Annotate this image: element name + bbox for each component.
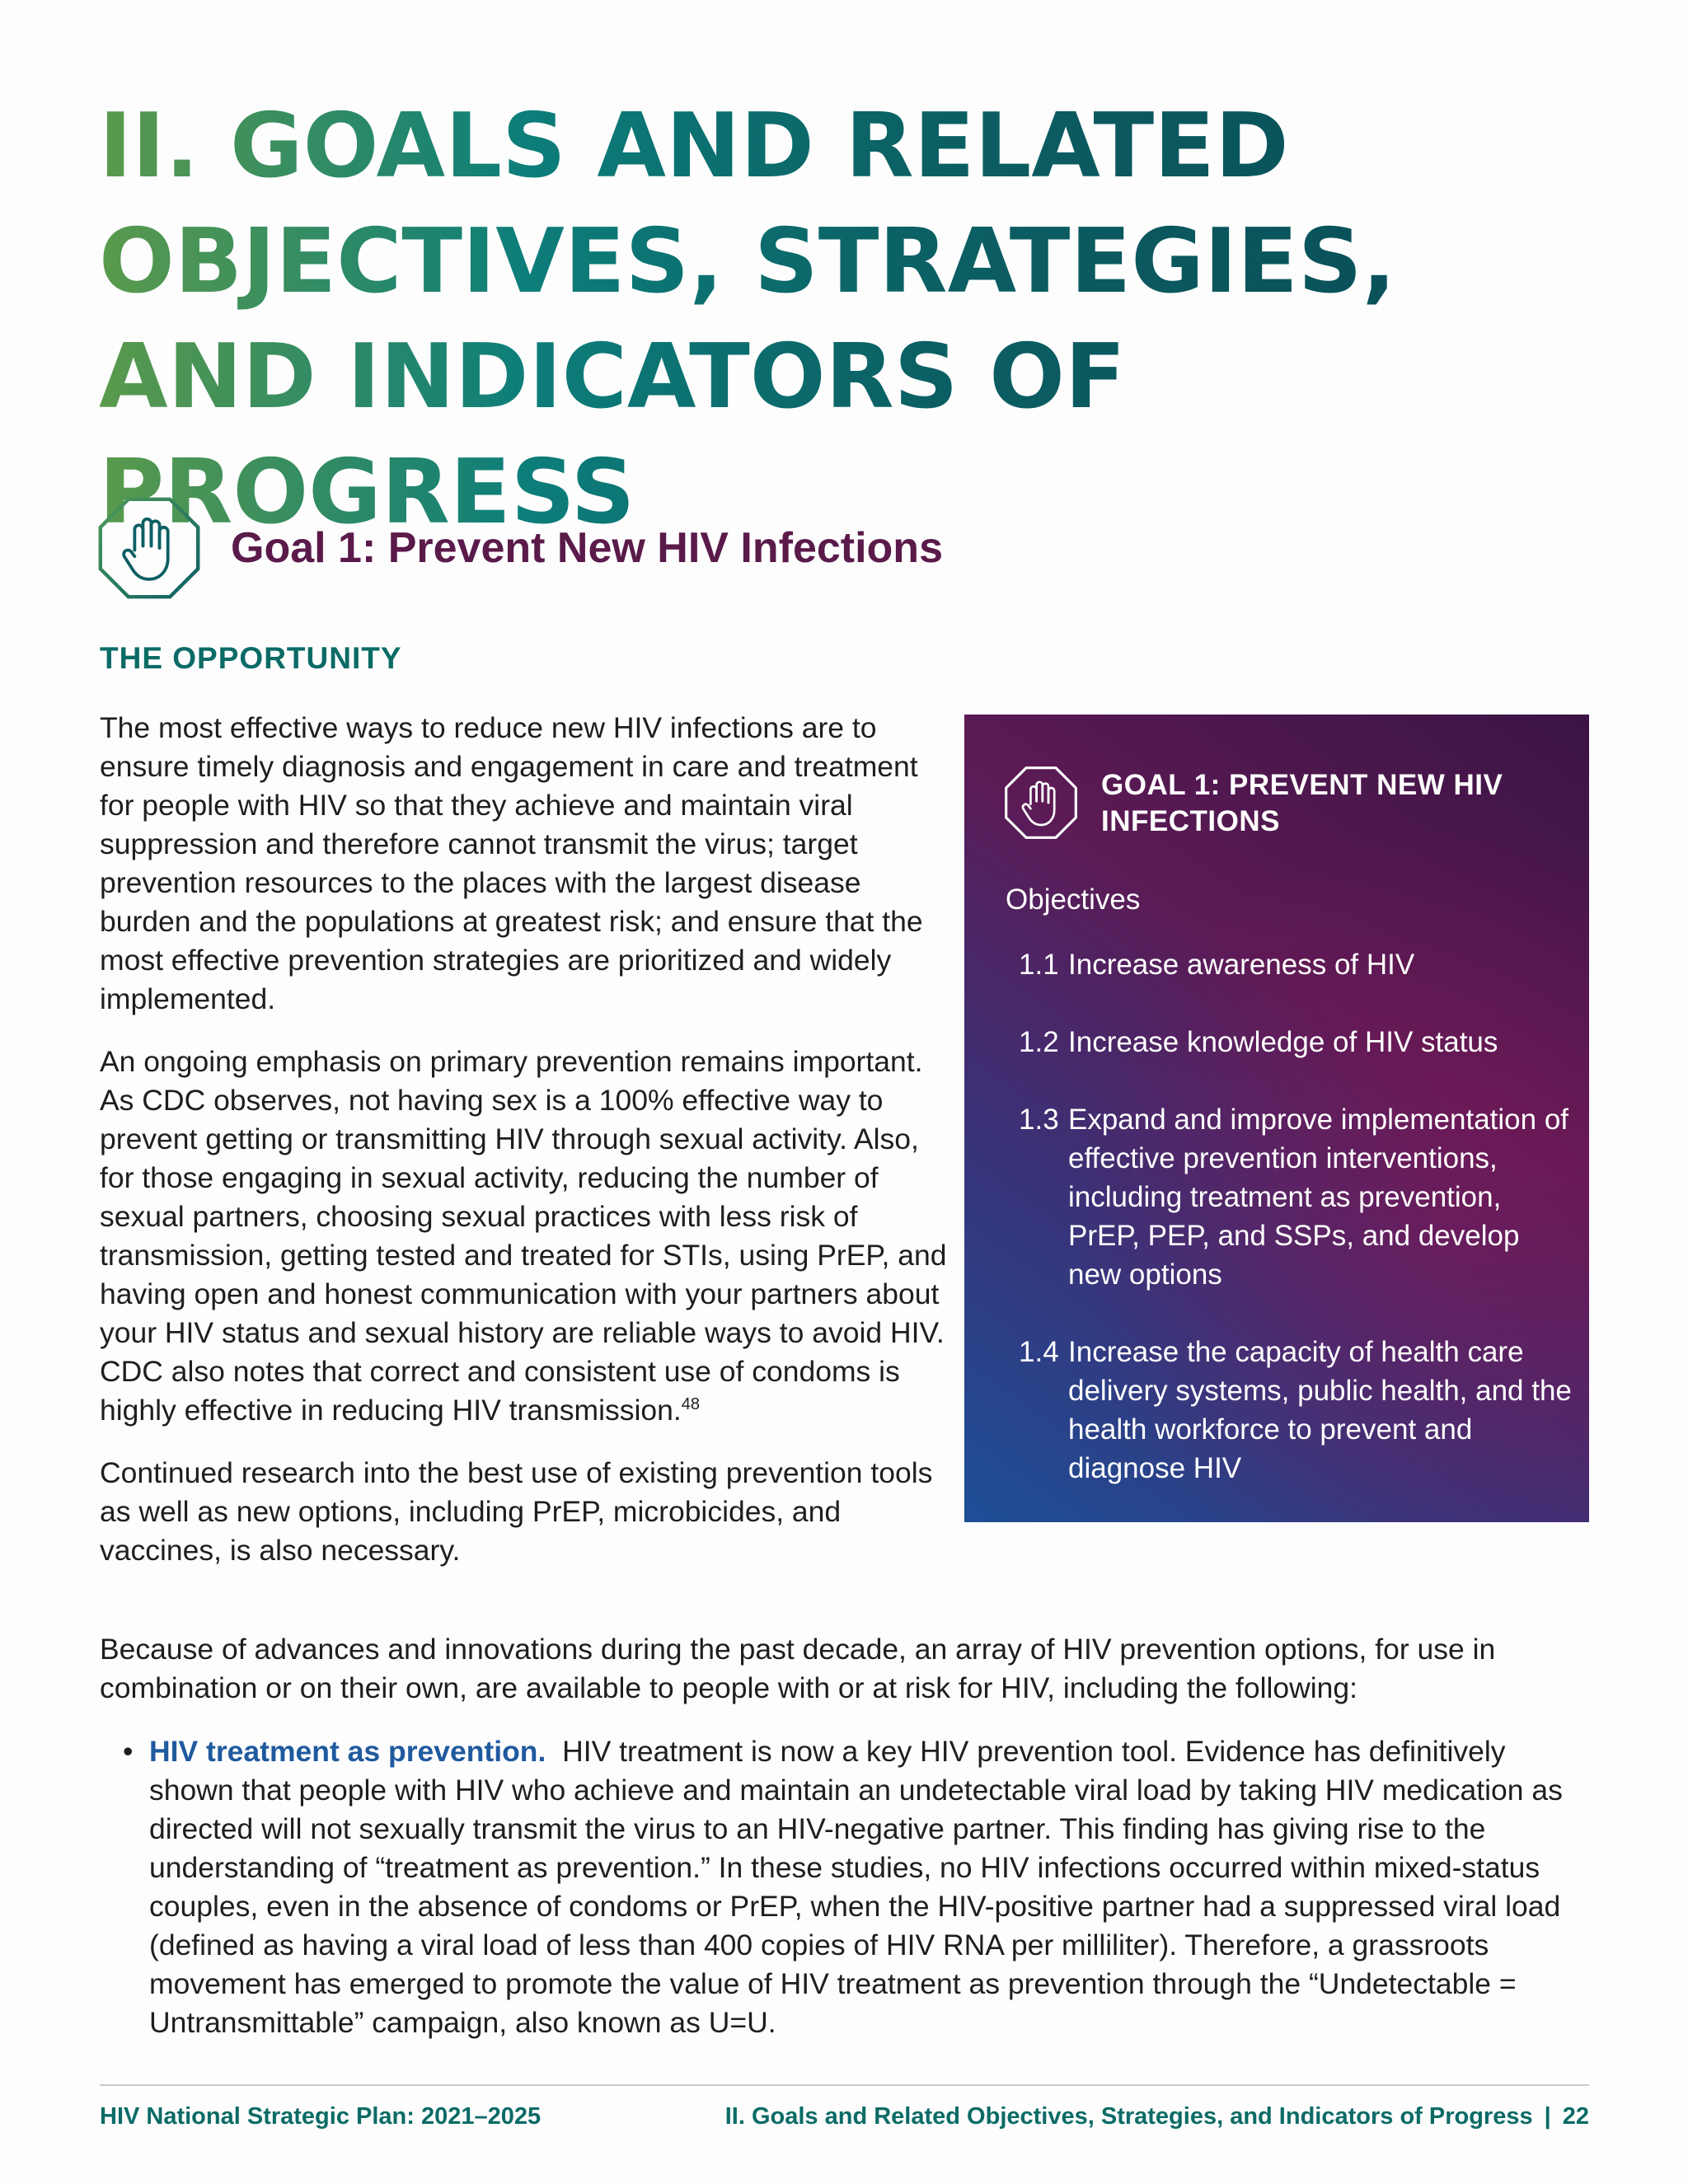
objective-item [1019,1100,1579,1294]
paragraph-3: Continued research into the best use of existing prevention tools as well as new options, including PrEP, microbicides, and vaccines, is also necessary. [100,1456,933,1567]
goal-objectives-box [964,715,1589,1522]
bullet-marker: • [123,1735,134,1768]
stop-hand-icon [1004,766,1078,840]
goal-title: Goal 1: Prevent New HIV Infections [231,524,943,572]
objective-number: 1.3 [1019,1104,1059,1136]
objective-text: Increase awareness of HIV [1068,949,1415,981]
footer-separator: | [1544,2103,1551,2130]
paragraph-2-text: An ongoing emphasis on primary prevention remains important. As CDC observes, not having sex is a 100% effective way to prevent getting or transmitting HIV through sexual activity. Also, for those engaging in sexual activity, reducing the number of sexual partners, choosing sexual practices with less risk of transmission, getting tested and treated for STIs, using PrEP, and having open and honest communication with your partners about your HIV status and sexual history are reliable ways to avoid HIV. CDC also notes that correct and consistent use of condoms is highly effective in reducing HIV transmission. [100,1045,947,1427]
page-number: 22 [1562,2103,1589,2130]
objective-number: 1.4 [1019,1336,1059,1368]
box-header [1004,766,1530,840]
objectives-list [1019,945,1579,1526]
section-label: THE OPPORTUNITY [100,641,402,675]
footer-section-title: II. Goals and Related Objectives, Strategies, and Indicators of Progress [724,2103,1533,2130]
left-column [100,709,949,1594]
objective-item [1019,945,1579,984]
footer-document-title: HIV National Strategic Plan: 2021–2025 [100,2103,542,2130]
paragraph-4: Because of advances and innovations during the past decade, an array of HIV prevention options, for use in combination or on their own, are available to people with or at risk for HIV, including the following: [100,1633,1496,1704]
footer-section-info [725,2103,1589,2130]
stop-hand-icon [97,496,201,600]
bullet-text: HIV treatment is now a key HIV prevention tool. Evidence has definitively shown that people with HIV who achieve and maintain an undetectable viral load by taking HIV medication as directed will not sexually transmit the virus to an HIV-negative partner. This finding has giving rise to the understanding of “treatment as prevention.” In these studies, no HIV infections occurred within mixed-status couples, even in the absence of condoms or PrEP, when the HIV-positive partner had a suppressed viral load (defined as having a viral load of less than 400 copies of HIV RNA per milliliter). Therefore, a grassroots movement has emerged to promote the value of HIV treatment as prevention through the “Undetectable = Untransmittable” campaign, also known as U=U. [149,1735,1563,2039]
objective-text: Expand and improve implementation of effective prevention interventions, including treatment as prevention, PrEP, PEP, and SSPs, and develop new options [1068,1104,1569,1291]
paragraph-2 [100,1043,949,1430]
page-title: II. GOALS AND RELATED OBJECTIVES, STRATEGIES, AND INDICATORS OF PROGRESS [99,89,1615,551]
footer-divider [100,2084,1589,2086]
objective-text: Increase knowledge of HIV status [1068,1026,1498,1058]
paragraph-1: The most effective ways to reduce new HIV infections are to ensure timely diagnosis and engagement in care and treatment for people with HIV so that they achieve and maintain viral suppression and therefore cannot transmit the virus; target prevention resources to the places with the largest disease burden and the populations at greatest risk; and ensure that the most effective prevention strategies are prioritized and widely implemented. [100,711,923,1015]
bullet-lead: HIV treatment as prevention. [149,1735,546,1768]
objectives-label: Objectives [1006,883,1141,916]
objective-number: 1.1 [1019,949,1059,981]
bullet-list [100,1732,1592,2042]
objective-item [1019,1333,1579,1488]
objective-item [1019,1023,1579,1062]
list-item [100,1732,1592,2042]
objective-number: 1.2 [1019,1026,1059,1058]
footnote-ref[interactable]: 48 [681,1395,700,1414]
box-title: GOAL 1: PREVENT NEW HIV INFECTIONS [1101,769,1503,837]
goal-heading [97,494,943,602]
full-width-text [100,1630,1592,1708]
objective-text: Increase the capacity of health care delivery systems, public health, and the health workforce to prevent and diagnose HIV [1068,1336,1572,1484]
